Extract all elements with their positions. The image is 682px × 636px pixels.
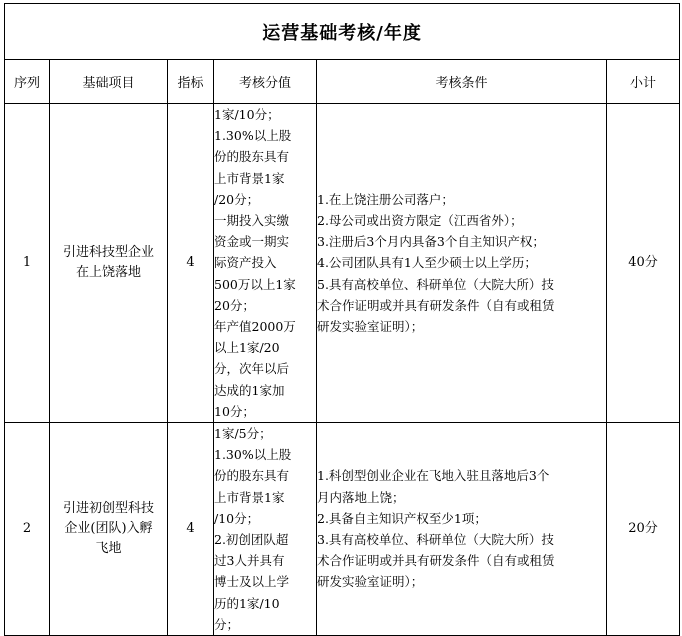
- score-line: 份的股东具有: [214, 468, 290, 484]
- table-title: 运营基础考核/年度: [5, 4, 680, 60]
- condition-line: 2.母公司或出资方限定（江西省外）；: [317, 213, 523, 229]
- row-indicator: 4: [168, 104, 214, 423]
- score-line: 10分；: [214, 403, 255, 419]
- header-index: 序列: [5, 60, 50, 104]
- score-line: 1.30%以上股: [214, 128, 292, 144]
- row-score: [214, 104, 317, 423]
- score-line: 1.30%以上股: [214, 447, 292, 463]
- score-line: 20分；: [214, 297, 255, 313]
- condition-line: 月内落地上饶；: [317, 489, 405, 505]
- score-line: 过3人并具有: [214, 553, 285, 569]
- condition-line: 研发实验室证明）；: [317, 574, 424, 590]
- row-index: 2: [5, 423, 50, 636]
- assessment-table: [4, 3, 680, 636]
- score-line: 分，次年以后: [214, 361, 290, 377]
- condition-line: 3.注册后3个月内具备3个自主知识产权；: [317, 234, 545, 250]
- row-project-text: 引进科技型企业在上饶落地: [62, 245, 154, 281]
- row-condition: [317, 104, 607, 423]
- header-project: 基础项目: [50, 60, 168, 104]
- score-line: 份的股东具有: [214, 149, 290, 165]
- header-score: 考核分值: [214, 60, 317, 104]
- score-line: 一期投入实缴: [214, 213, 290, 229]
- score-line: 博士及以上学: [214, 574, 290, 590]
- row-project: [50, 423, 168, 636]
- condition-line: 研发实验室证明）；: [317, 319, 424, 335]
- condition-line: 2.具备自主知识产权至少1项；: [317, 510, 487, 526]
- header-subtotal: 小计: [607, 60, 680, 104]
- condition-line: 5.具有高校单位、科研单位（大院大所）技: [317, 276, 554, 292]
- condition-line: 1.在上饶注册公司落户；: [317, 191, 454, 207]
- score-line: 1家/10分；: [214, 107, 280, 122]
- condition-line: 3.具有高校单位、科研单位（大院大所）技: [317, 532, 554, 548]
- header-condition: 考核条件: [317, 60, 607, 104]
- score-line: /20分；: [214, 191, 260, 207]
- row-project: [50, 104, 168, 423]
- header-indicator: 指标: [168, 60, 214, 104]
- table-row: [5, 423, 680, 636]
- condition-line: 术合作证明或并具有研发条件（自有或租赁: [317, 297, 555, 313]
- condition-line: 术合作证明或并具有研发条件（自有或租赁: [317, 553, 555, 569]
- score-line: 历的1家/10: [214, 595, 280, 611]
- score-line: 分；: [214, 616, 240, 632]
- condition-line: 4.公司团队具有1人至少硕士以上学历；: [317, 255, 537, 271]
- score-line: 年产值2000万: [214, 319, 296, 335]
- table-row: [5, 104, 680, 423]
- condition-line: 1.科创型创业企业在飞地入驻且落地后3个: [317, 468, 550, 484]
- score-line: /10分；: [214, 510, 260, 526]
- score-line: 达成的1家加: [214, 382, 285, 398]
- score-line: 际资产投入: [214, 255, 277, 271]
- score-line: 以上1家/20: [214, 340, 280, 356]
- header-row: [5, 60, 680, 104]
- score-line: 资金或一期实: [214, 234, 290, 250]
- score-line: 500万以上1家: [214, 276, 296, 292]
- score-line: 2.初创团队超: [214, 532, 289, 548]
- row-subtotal: 40分: [607, 104, 680, 423]
- row-project-text: 引进初创型科技企业(团队)入孵飞地: [62, 501, 154, 557]
- score-line: 上市背景1家: [214, 170, 285, 186]
- row-condition: [317, 423, 607, 636]
- row-index: 1: [5, 104, 50, 423]
- row-subtotal: 20分: [607, 423, 680, 636]
- row-score: [214, 423, 317, 636]
- row-indicator: 4: [168, 423, 214, 636]
- score-line: 上市背景1家: [214, 489, 285, 505]
- score-line: 1家/5分；: [214, 426, 272, 442]
